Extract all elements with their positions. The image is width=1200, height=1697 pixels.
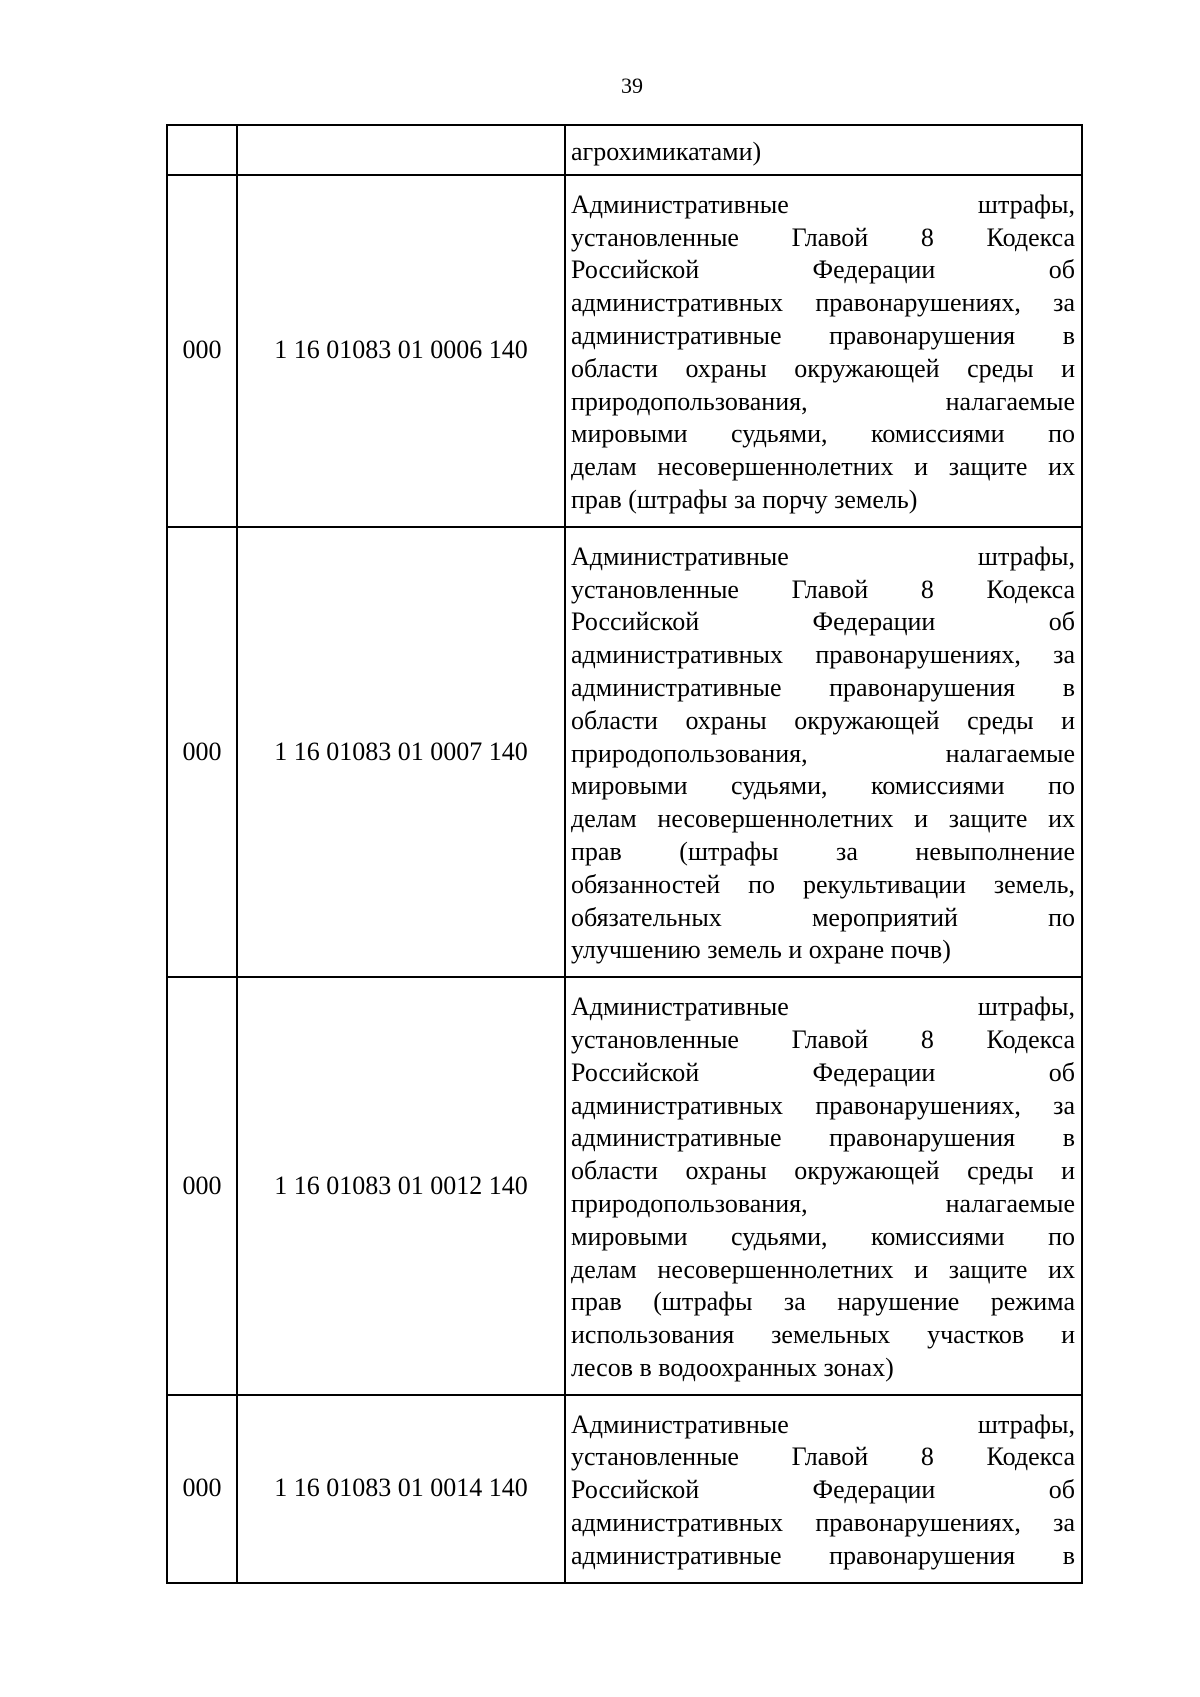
description-cell [565,1395,1082,1583]
description-line: Административные штрафы, [571,541,1075,571]
description-line: административных правонарушениях, за [571,1508,1075,1538]
description-line: делам несовершеннолетних и защите их [571,452,1075,482]
kbk-code-cell [237,125,565,175]
description-line: области охраны окружающей среды и [571,1156,1075,1186]
description-line: административных правонарушениях, за [571,640,1075,670]
description-line: мировыми судьями, комиссиями по [571,1221,1075,1251]
kbk-code-cell: 1 16 01083 01 0006 140 [237,175,565,527]
description-line: установленные Главой 8 Кодекса [571,222,1075,252]
description-cell [565,527,1082,977]
description-line: Российской Федерации об [571,1057,1075,1087]
description-line: Административные штрафы, [571,992,1075,1022]
description-line: Административные штрафы, [571,1409,1075,1439]
description-line: делам несовершеннолетних и защите их [571,1254,1075,1284]
description-line: прав (штрафы за нарушение режима [571,1287,1075,1317]
description-line: установленные Главой 8 Кодекса [571,574,1075,604]
description-line: обязанностей по рекультивации земель, [571,869,1075,899]
description-line: лесов в водоохранных зонах) [571,1352,894,1382]
description-line: установленные Главой 8 Кодекса [571,1024,1075,1054]
admin-code-cell: 000 [167,977,237,1395]
admin-code-cell: 000 [167,1395,237,1583]
table-row [167,527,1082,977]
admin-code-cell: 000 [167,175,237,527]
description-line: Административные штрафы, [571,189,1075,219]
description-line: делам несовершеннолетних и защите их [571,804,1075,834]
description-line: прав (штрафы за порчу земель) [571,484,918,514]
kbk-code-cell: 1 16 01083 01 0012 140 [237,977,565,1395]
table-row [167,1395,1082,1583]
description-line: Российской Федерации об [571,255,1075,285]
description-cell [565,125,1082,175]
description-line: природопользования, налагаемые [571,738,1075,768]
description-line: области охраны окружающей среды и [571,353,1075,383]
description-line: области охраны окружающей среды и [571,705,1075,735]
description-line: административные правонарушения в [571,1540,1075,1570]
description-line: мировыми судьями, комиссиями по [571,419,1075,449]
description-line: Российской Федерации об [571,1475,1075,1505]
description-line: мировыми судьями, комиссиями по [571,771,1075,801]
table-row [167,175,1082,527]
description-line: административных правонарушениях, за [571,288,1075,318]
description-line: установленные Главой 8 Кодекса [571,1442,1075,1472]
kbk-code-cell: 1 16 01083 01 0007 140 [237,527,565,977]
description-line: природопользования, налагаемые [571,1188,1075,1218]
table-body [167,125,1082,1583]
description-line: административные правонарушения в [571,672,1075,702]
page-number: 39 [621,73,643,98]
admin-code-cell [167,125,237,175]
description-line: агрохимикатами) [571,137,762,166]
description-line: прав (штрафы за невыполнение [571,836,1075,866]
table-row [167,125,1082,175]
admin-code-cell: 000 [167,527,237,977]
description-line: обязательных мероприятий по [571,902,1075,932]
description-line: административные правонарушения в [571,320,1075,350]
description-line: административные правонарушения в [571,1123,1075,1153]
description-line: использования земельных участков и [571,1320,1075,1350]
budget-classification-table [166,124,1083,1584]
table-row [167,977,1082,1395]
description-line: Российской Федерации об [571,607,1075,637]
description-line: улучшению земель и охране почв) [571,935,951,965]
kbk-code-cell: 1 16 01083 01 0014 140 [237,1395,565,1583]
description-cell [565,175,1082,527]
description-cell [565,977,1082,1395]
description-line: природопользования, налагаемые [571,386,1075,416]
description-line: административных правонарушениях, за [571,1090,1075,1120]
